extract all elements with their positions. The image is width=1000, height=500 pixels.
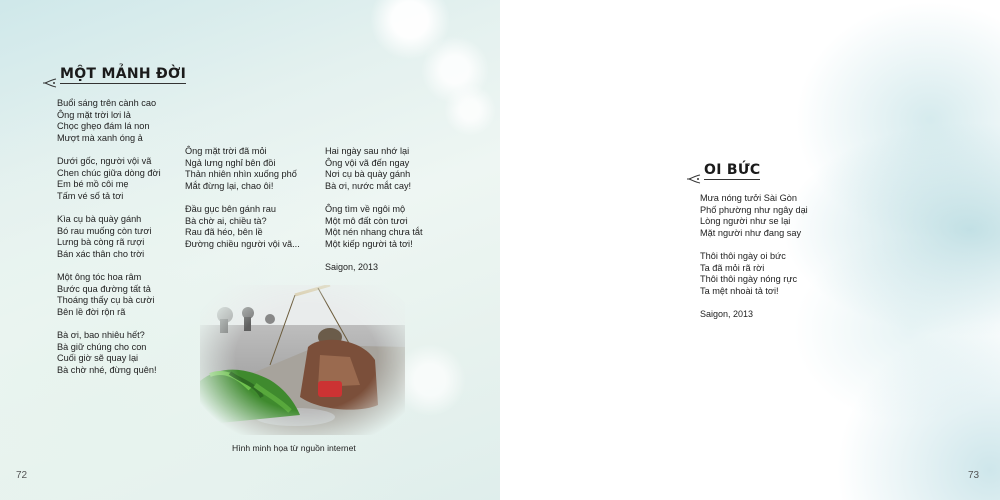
poem-line: Lưng bà còng rã rượi: [57, 237, 145, 247]
poem-stanza: [57, 214, 161, 260]
poem-stanza: [185, 204, 300, 250]
poem-line: Thoáng thấy cụ bà cười: [57, 295, 155, 305]
poem-line: Mắt đừng lại, chao ôi!: [185, 180, 274, 191]
poem-line: Thản nhiên nhìn xuống phố: [185, 169, 297, 179]
poem-line: Bán xác thân cho trời: [57, 248, 145, 259]
poem-title-block: [42, 66, 186, 91]
poem-stanza: [325, 146, 423, 192]
poem-line: Bà ơi, bao nhiêu hết?: [57, 330, 145, 340]
poem-line: Mặt người như đang say: [700, 227, 802, 238]
poem-line: Kìa cụ bà quày gánh: [57, 214, 142, 224]
poem-line: Bó rau muống còn tươi: [57, 225, 152, 236]
flourish-icon: [42, 75, 58, 91]
poem-line: Đầu gục bên gánh rau: [185, 204, 276, 214]
poem-line: Tấm vé số tả tơi: [57, 190, 124, 201]
page-number-left: 72: [16, 470, 28, 481]
poem-stanza: [57, 272, 161, 318]
poem-line: Thôi thôi ngày oi bức: [700, 251, 786, 261]
poem-line: Bên lề đời rộn rã: [57, 306, 126, 317]
poem-stanza: [185, 146, 300, 192]
poem-column-3: [325, 146, 423, 273]
poem-line: Một nén nhang chưa tắt: [325, 227, 423, 237]
poem-line: Bà ơi, nước mắt cay!: [325, 180, 412, 191]
poem-line: Mưa nóng tưởi Sài Gòn: [700, 193, 797, 203]
poem-stanza: [57, 330, 161, 376]
poem-stanza: [57, 156, 161, 202]
poem-line: Chen chúc giữa dòng đời: [57, 167, 161, 178]
poem-line: Hai ngày sau nhớ lại: [325, 146, 410, 156]
poem-line: Ngả lưng nghỉ bên đồi: [185, 157, 276, 168]
poem-line: Một mô đất còn tươi: [325, 215, 408, 226]
poem-line: Rau đã héo, bên lề: [185, 227, 263, 237]
poem-signature-right: Saigon, 2013: [700, 309, 754, 319]
poem-stanza: [325, 204, 423, 250]
vegetable-vendor-photo: [200, 285, 405, 435]
poem-line: Một ông tóc hoa râm: [57, 272, 142, 282]
poem-line: Chọc ghẹo đám lá non: [57, 121, 150, 131]
flourish-icon: [686, 171, 702, 187]
poem-line: Em bé mồ côi mẹ: [57, 179, 129, 189]
poem-body-right: [700, 193, 808, 320]
poem-line: Ông vội vã đến ngay: [325, 157, 410, 168]
poem-line: Bà giữ chúng cho con: [57, 341, 147, 352]
poem-stanza: [700, 251, 808, 297]
poem-line: Cuối giờ sẽ quay lại: [57, 353, 139, 363]
poem-column-2: [185, 146, 300, 262]
poem-line: Ông tìm về ngôi mộ: [325, 204, 406, 214]
poem-line: Ông mặt trời đã mỏi: [185, 146, 267, 156]
poem-title-block-right: [686, 162, 760, 187]
poem-line: Bà chờ ai, chiều tà?: [185, 215, 267, 226]
poem-line: Bước qua đường tất tả: [57, 283, 151, 294]
poem-line: Lòng người như se lại: [700, 216, 791, 226]
right-page: [500, 0, 1000, 500]
poem-column-1: [57, 98, 161, 388]
poem-line: Ta mệt nhoài tả tơi!: [700, 285, 779, 296]
page-number-right: 73: [968, 470, 980, 481]
poem-line: Mượt mà xanh óng ả: [57, 132, 143, 143]
poem-line: Nơi cụ bà quày gánh: [325, 169, 411, 179]
poem-line: Buổi sáng trên cành cao: [57, 98, 157, 108]
poem-line: Phố phường như ngây dại: [700, 204, 808, 215]
poem-line: Dưới gốc, người vội vã: [57, 156, 152, 166]
poem-line: Ta đã mỏi rã rời: [700, 262, 765, 273]
poem-line: Bà chờ nhé, đừng quên!: [57, 364, 157, 375]
poem-line: Một kiếp người tả tơi!: [325, 238, 413, 249]
poem-line: Đường chiều người vội vã...: [185, 238, 300, 249]
poem-signature: Saigon, 2013: [325, 262, 379, 272]
poem-line: Thôi thôi ngày nóng rực: [700, 274, 798, 284]
poem-stanza: [700, 193, 808, 239]
poem-line: Ông mặt trời lơi lả: [57, 109, 131, 120]
photo-caption: Hình minh họa từ nguồn internet: [232, 443, 356, 453]
poem-stanza: [57, 98, 161, 144]
poem-title: MỘT MẢNH ĐỜI: [60, 66, 187, 82]
poem-title-right: OI BỨC: [704, 162, 761, 178]
